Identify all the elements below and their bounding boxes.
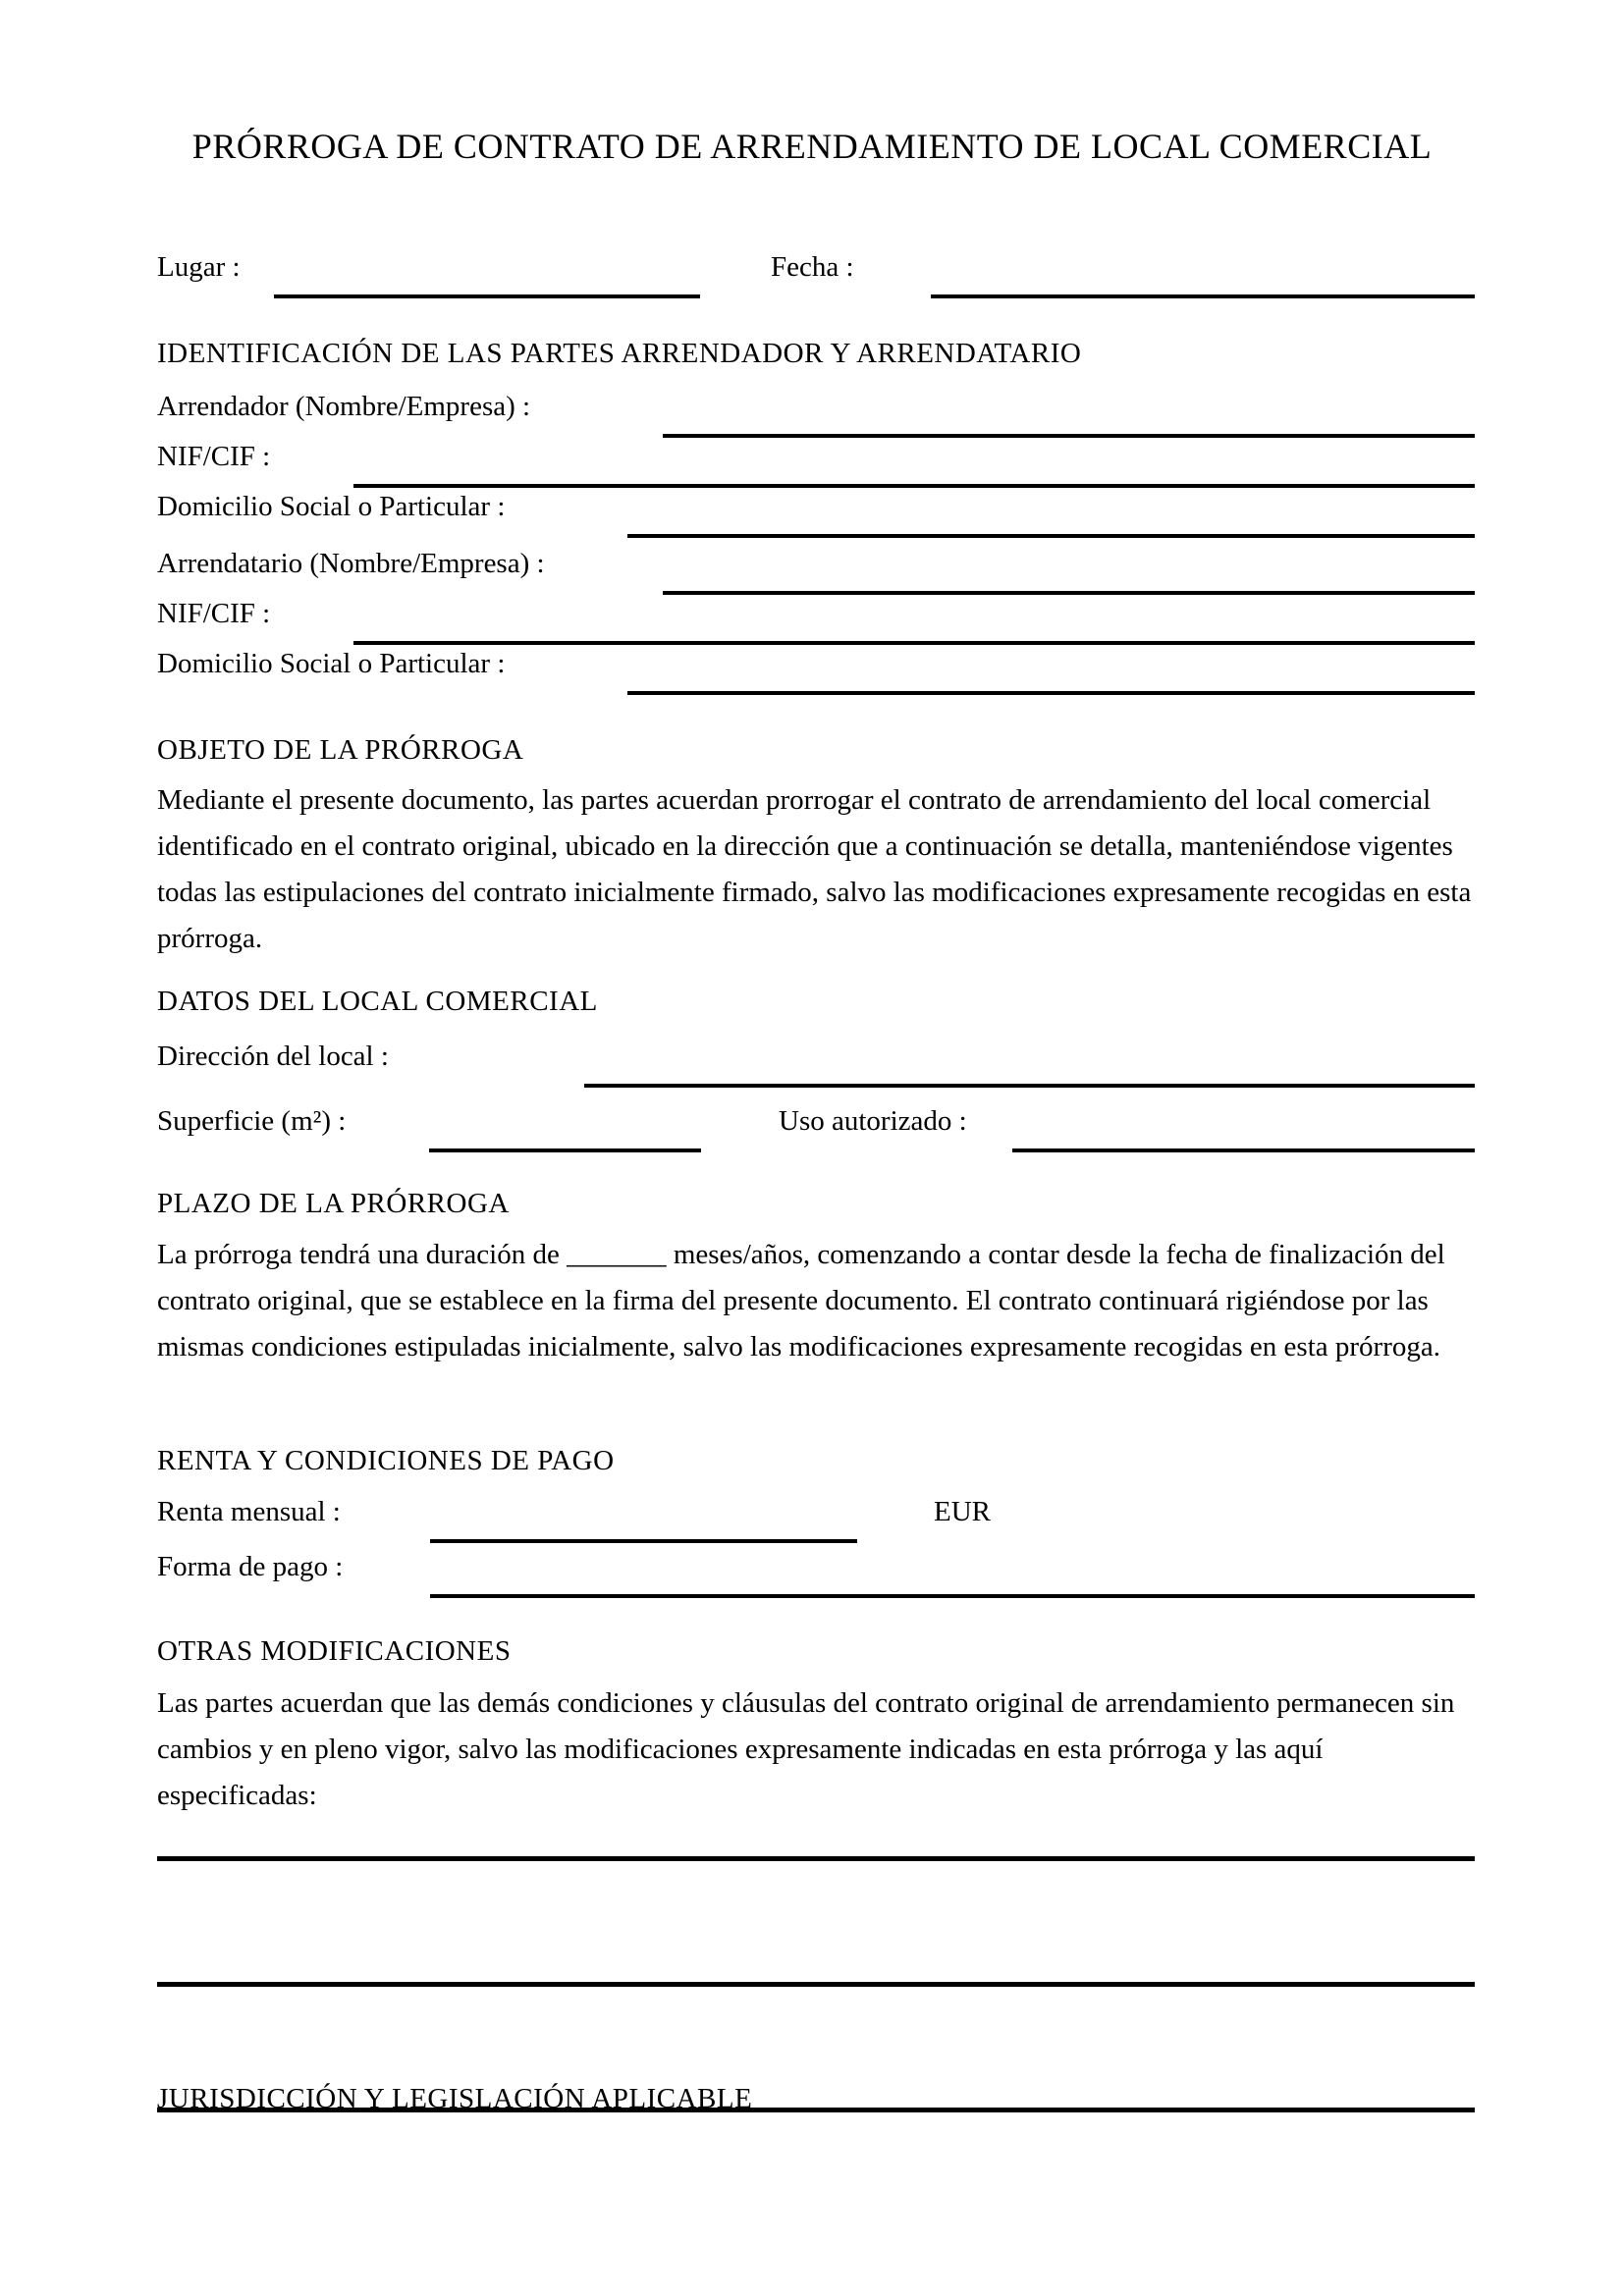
arrendador-nif-label: NIF/CIF : [157,441,271,472]
arrendatario-domicilio-blank-line [627,691,1475,695]
arrendador-domicilio-row [157,491,1475,538]
arrendador-domicilio-blank-line [627,534,1475,538]
document-title: PRÓRROGA DE CONTRATO DE ARRENDAMIENTO DE LOCAL COMERCIAL [191,127,1433,166]
arrendador-nif-row [157,441,1475,488]
otras-paragraph: Las partes acuerdan que las demás condiciones y cláusulas del contrato original de arrendamiento permanecen sin cambios y en pleno vigor, salvo las modificaciones expresamente indicadas en esta prórroga y las aquí especificadas: [157,1687,1455,1811]
lugar-fecha-row [157,251,1475,298]
direccion-label: Dirección del local : [157,1041,389,1072]
renta-mensual-row [157,1496,1475,1543]
objeto-paragraph: Mediante el presente documento, las partes acuerdan prorrogar el contrato de arrendamiento del local comercial identificado en el contrato original, ubicado en la dirección que a continuación se detalla, manteniéndose vigentes todas las estipulaciones del contrato inicialmente firmado, salvo las modificaciones expresamente recogidas en esta prórroga. [157,784,1472,954]
jurisdiccion-heading: JURISDICCIÓN Y LEGISLACIÓN APLICABLE [157,2083,753,2114]
objeto-heading: OBJETO DE LA PRÓRROGA [157,734,524,766]
plazo-paragraph: La prórroga tendrá una duración de _______ meses/años, comenzando a contar desde la fecha de finalización del contrato original, que se establece en la firma del presente documento. El contrato continuará rigiéndose por las mismas condiciones estipuladas inicialmente, salvo las modificaciones expresamente recogidas en esta prórroga. [157,1239,1445,1362]
uso-autorizado-blank-line [1012,1148,1475,1152]
otras-blank-line-2 [157,1982,1475,1987]
renta-heading: RENTA Y CONDICIONES DE PAGO [157,1445,615,1476]
plazo-heading: PLAZO DE LA PRÓRROGA [157,1188,510,1219]
lugar-label: Lugar : [157,251,241,283]
fecha-label: Fecha : [771,251,854,283]
arrendador-row [157,391,1475,438]
arrendatario-nif-row [157,598,1475,645]
datos-local-heading: DATOS DEL LOCAL COMERCIAL [157,986,598,1017]
forma-pago-blank-line [430,1594,1475,1598]
superficie-blank-line [429,1148,701,1152]
arrendatario-label: Arrendatario (Nombre/Empresa) : [157,548,545,579]
arrendatario-domicilio-label: Domicilio Social o Particular : [157,648,506,679]
direccion-row [157,1041,1475,1088]
lugar-blank-line [274,294,700,298]
otras-heading: OTRAS MODIFICACIONES [157,1635,512,1667]
superficie-uso-row [157,1105,1475,1152]
arrendador-domicilio-label: Domicilio Social o Particular : [157,491,506,522]
arrendador-label: Arrendador (Nombre/Empresa) : [157,391,531,422]
fecha-blank-line [931,294,1475,298]
identificacion-heading: IDENTIFICACIÓN DE LAS PARTES ARRENDADOR Y ARRENDATARIO [157,338,1082,369]
arrendador-blank-line [663,434,1475,438]
renta-mensual-label: Renta mensual : [157,1496,341,1527]
direccion-blank-line [584,1084,1475,1088]
uso-autorizado-label: Uso autorizado : [779,1105,967,1137]
arrendatario-domicilio-row [157,648,1475,695]
forma-pago-label: Forma de pago : [157,1551,344,1582]
forma-pago-row [157,1551,1475,1598]
otras-blank-line-1 [157,1856,1475,1861]
superficie-label: Superficie (m²) : [157,1105,347,1137]
arrendatario-nif-label: NIF/CIF : [157,598,271,629]
arrendador-nif-blank-line [353,484,1475,488]
renta-mensual-blank-line [430,1539,857,1543]
arrendatario-nif-blank-line [353,641,1475,645]
arrendatario-blank-line [663,591,1475,595]
arrendatario-row [157,548,1475,595]
currency-label: EUR [934,1496,991,1527]
